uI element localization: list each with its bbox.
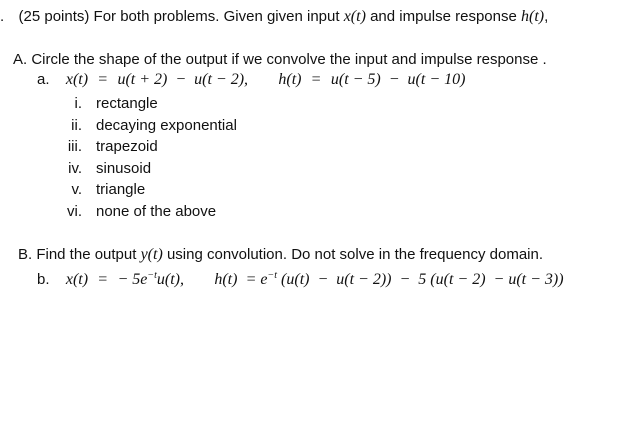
option-text: decaying exponential (96, 117, 237, 134)
x-rhs-exponent: −t (147, 270, 157, 281)
h-symbol: h(t) (521, 8, 545, 25)
h-exponent: −t (267, 270, 278, 281)
part-a-label: a. (37, 71, 50, 88)
x-rhs: u(t + 2) − u(t − 2), (117, 71, 249, 88)
part-a-title: A. Circle the shape of the output if we convolve the input and impulse response . (13, 51, 547, 68)
part-b-title-text: B. Find the output (18, 246, 141, 263)
option-text: none of the above (96, 203, 217, 220)
option-item[interactable] (46, 138, 158, 156)
x-symbol: x(t) (343, 8, 366, 25)
option-text: sinusoid (96, 160, 152, 177)
part-a-equation (37, 71, 465, 89)
y-symbol: y(t) (140, 246, 163, 263)
h-lhs: h(t) (278, 71, 302, 88)
option-number: iv. (68, 160, 82, 177)
x-eq: = (98, 271, 108, 288)
h-rhs: u(t − 5) − u(t − 10) (330, 71, 466, 88)
part-b-equation (37, 267, 564, 289)
header-text-middle: and impulse response (370, 8, 521, 25)
header-text: (25 points) For both problems. Given given input (18, 8, 344, 25)
option-number: v. (71, 181, 82, 198)
h-eq: = e (245, 271, 268, 288)
option-item[interactable] (46, 95, 158, 113)
x-rhs-coef: − 5e (117, 271, 148, 288)
header-comma: , (544, 8, 549, 25)
x-lhs: x(t) (65, 271, 89, 288)
part-b-title-rest: using convolution. Do not solve in the frequency domain. (162, 246, 544, 263)
option-text: rectangle (96, 95, 158, 112)
part-b-title (18, 246, 543, 264)
h-eq: = (311, 71, 321, 88)
option-item[interactable] (46, 181, 145, 199)
option-item[interactable] (46, 203, 216, 221)
h-rhs: (u(t) − u(t − 2)) − 5 (u(t − 2) − u(t − 3)) (277, 271, 564, 288)
option-text: triangle (96, 181, 146, 198)
x-rhs-tail: u(t), (156, 271, 184, 288)
x-eq: = (98, 71, 108, 88)
problem-header (0, 8, 548, 26)
option-text: trapezoid (96, 138, 158, 155)
option-number: vi. (67, 203, 82, 220)
option-item[interactable] (46, 160, 151, 178)
option-item[interactable] (46, 117, 237, 135)
part-b-label: b. (37, 271, 50, 288)
option-number: i. (74, 95, 82, 112)
h-lhs: h(t) (214, 271, 238, 288)
option-number: ii. (71, 117, 82, 134)
option-number: iii. (67, 138, 82, 155)
header-prefix: . (0, 8, 5, 25)
x-lhs: x(t) (65, 71, 89, 88)
